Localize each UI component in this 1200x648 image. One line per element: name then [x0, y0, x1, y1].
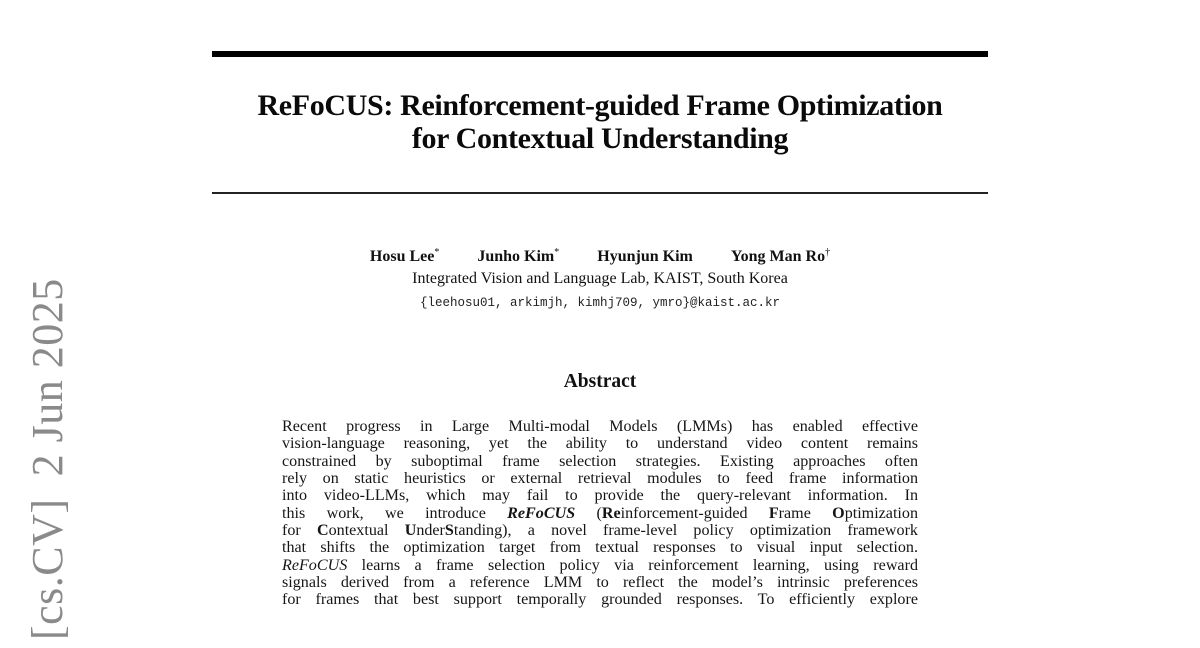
abstract-emphasis: ReFoCUS [282, 556, 348, 574]
abstract-line [282, 487, 918, 504]
author-name: Hosu Lee [369, 248, 435, 265]
abstract-text: constrained by suboptimal frame selection strategies. Existing approaches often [282, 452, 918, 470]
abstract-line [282, 470, 918, 487]
abstract-text: learns a frame selection policy via reinforcement learning, using reward [347, 556, 918, 574]
author-name: Junho Kim [477, 248, 555, 265]
abstract-line [282, 557, 918, 574]
arxiv-date: 2 Jun 2025 [23, 278, 72, 477]
abstract-line [282, 453, 918, 470]
abstract-emphasis: ReFoCUS [507, 504, 576, 522]
author [477, 248, 559, 266]
abstract-line [282, 574, 918, 591]
author-name: Hyunjun Kim [597, 248, 693, 265]
abstract-text: rely on static heuristics or external retrieval modules to feed frame information [282, 470, 918, 488]
abstract-line [282, 522, 918, 539]
paper-title-line: ReFoCUS: Reinforcement-guided Frame Optimization [257, 89, 943, 122]
abstract-text: Recent progress in Large Multi-modal Models (LMMs) has enabled effective [282, 418, 918, 435]
abstract-text: that shifts the optimization target from textual responses to visual input selection. [282, 539, 918, 557]
arxiv-stamp [24, 278, 72, 640]
abstract-text: vision-language reasoning, yet the ability to understand video content remains [282, 435, 918, 453]
author [370, 248, 439, 266]
abstract-line [282, 505, 918, 522]
author-mark: * [554, 247, 560, 258]
abstract-emphasis: S [444, 522, 454, 540]
abstract-line [282, 435, 918, 452]
abstract-line [282, 539, 918, 556]
abstract-line [282, 418, 918, 435]
abstract-text: ( [575, 504, 602, 522]
abstract-text: for frames that best support temporally grounded responses. To efficiently explore [282, 591, 918, 609]
abstract-heading: Abstract [563, 371, 637, 392]
paper-title-line: for Contextual Understanding [411, 122, 789, 155]
title-bottom-rule [212, 192, 988, 194]
abstract-emphasis: F [768, 504, 779, 522]
abstract-text: into video-LLMs, which may fail to provide the query-relevant information. In [282, 487, 918, 505]
abstract-text: tanding), a novel frame-level policy optimization framework [453, 522, 918, 540]
arxiv-category: [cs.CV] [23, 498, 72, 640]
abstract-line [282, 591, 918, 608]
abstract-text: ptimization [844, 504, 918, 522]
abstract-emphasis: O [832, 504, 845, 522]
abstract-text: rame [778, 504, 833, 522]
abstract-text: for [282, 522, 317, 540]
author-list [200, 248, 1000, 266]
author [731, 248, 830, 266]
abstract-text: inforcement-guided [620, 504, 769, 522]
abstract-body [282, 418, 918, 609]
paper-title [180, 89, 1020, 155]
affiliation: Integrated Vision and Language Lab, KAIST, South Korea [412, 270, 788, 287]
abstract-text: signals derived from a reference LMM to reflect the model’s intrinsic preferences [282, 574, 918, 592]
abstract-text: this work, we introduce [282, 504, 508, 522]
author-emails: {leehosu01, arkimjh, kimhj709, ymro}@kaist.ac.kr [419, 296, 781, 310]
author-mark: * [434, 247, 440, 258]
author-mark: † [825, 247, 831, 258]
author [597, 248, 693, 266]
abstract-emphasis: U [404, 522, 417, 540]
author-name: Yong Man Ro [730, 248, 826, 265]
abstract-text: ontextual [328, 522, 405, 540]
abstract-emphasis: C [316, 522, 329, 540]
title-top-rule [212, 51, 988, 57]
abstract-text: nder [416, 522, 445, 540]
abstract-emphasis: Re [601, 504, 621, 522]
